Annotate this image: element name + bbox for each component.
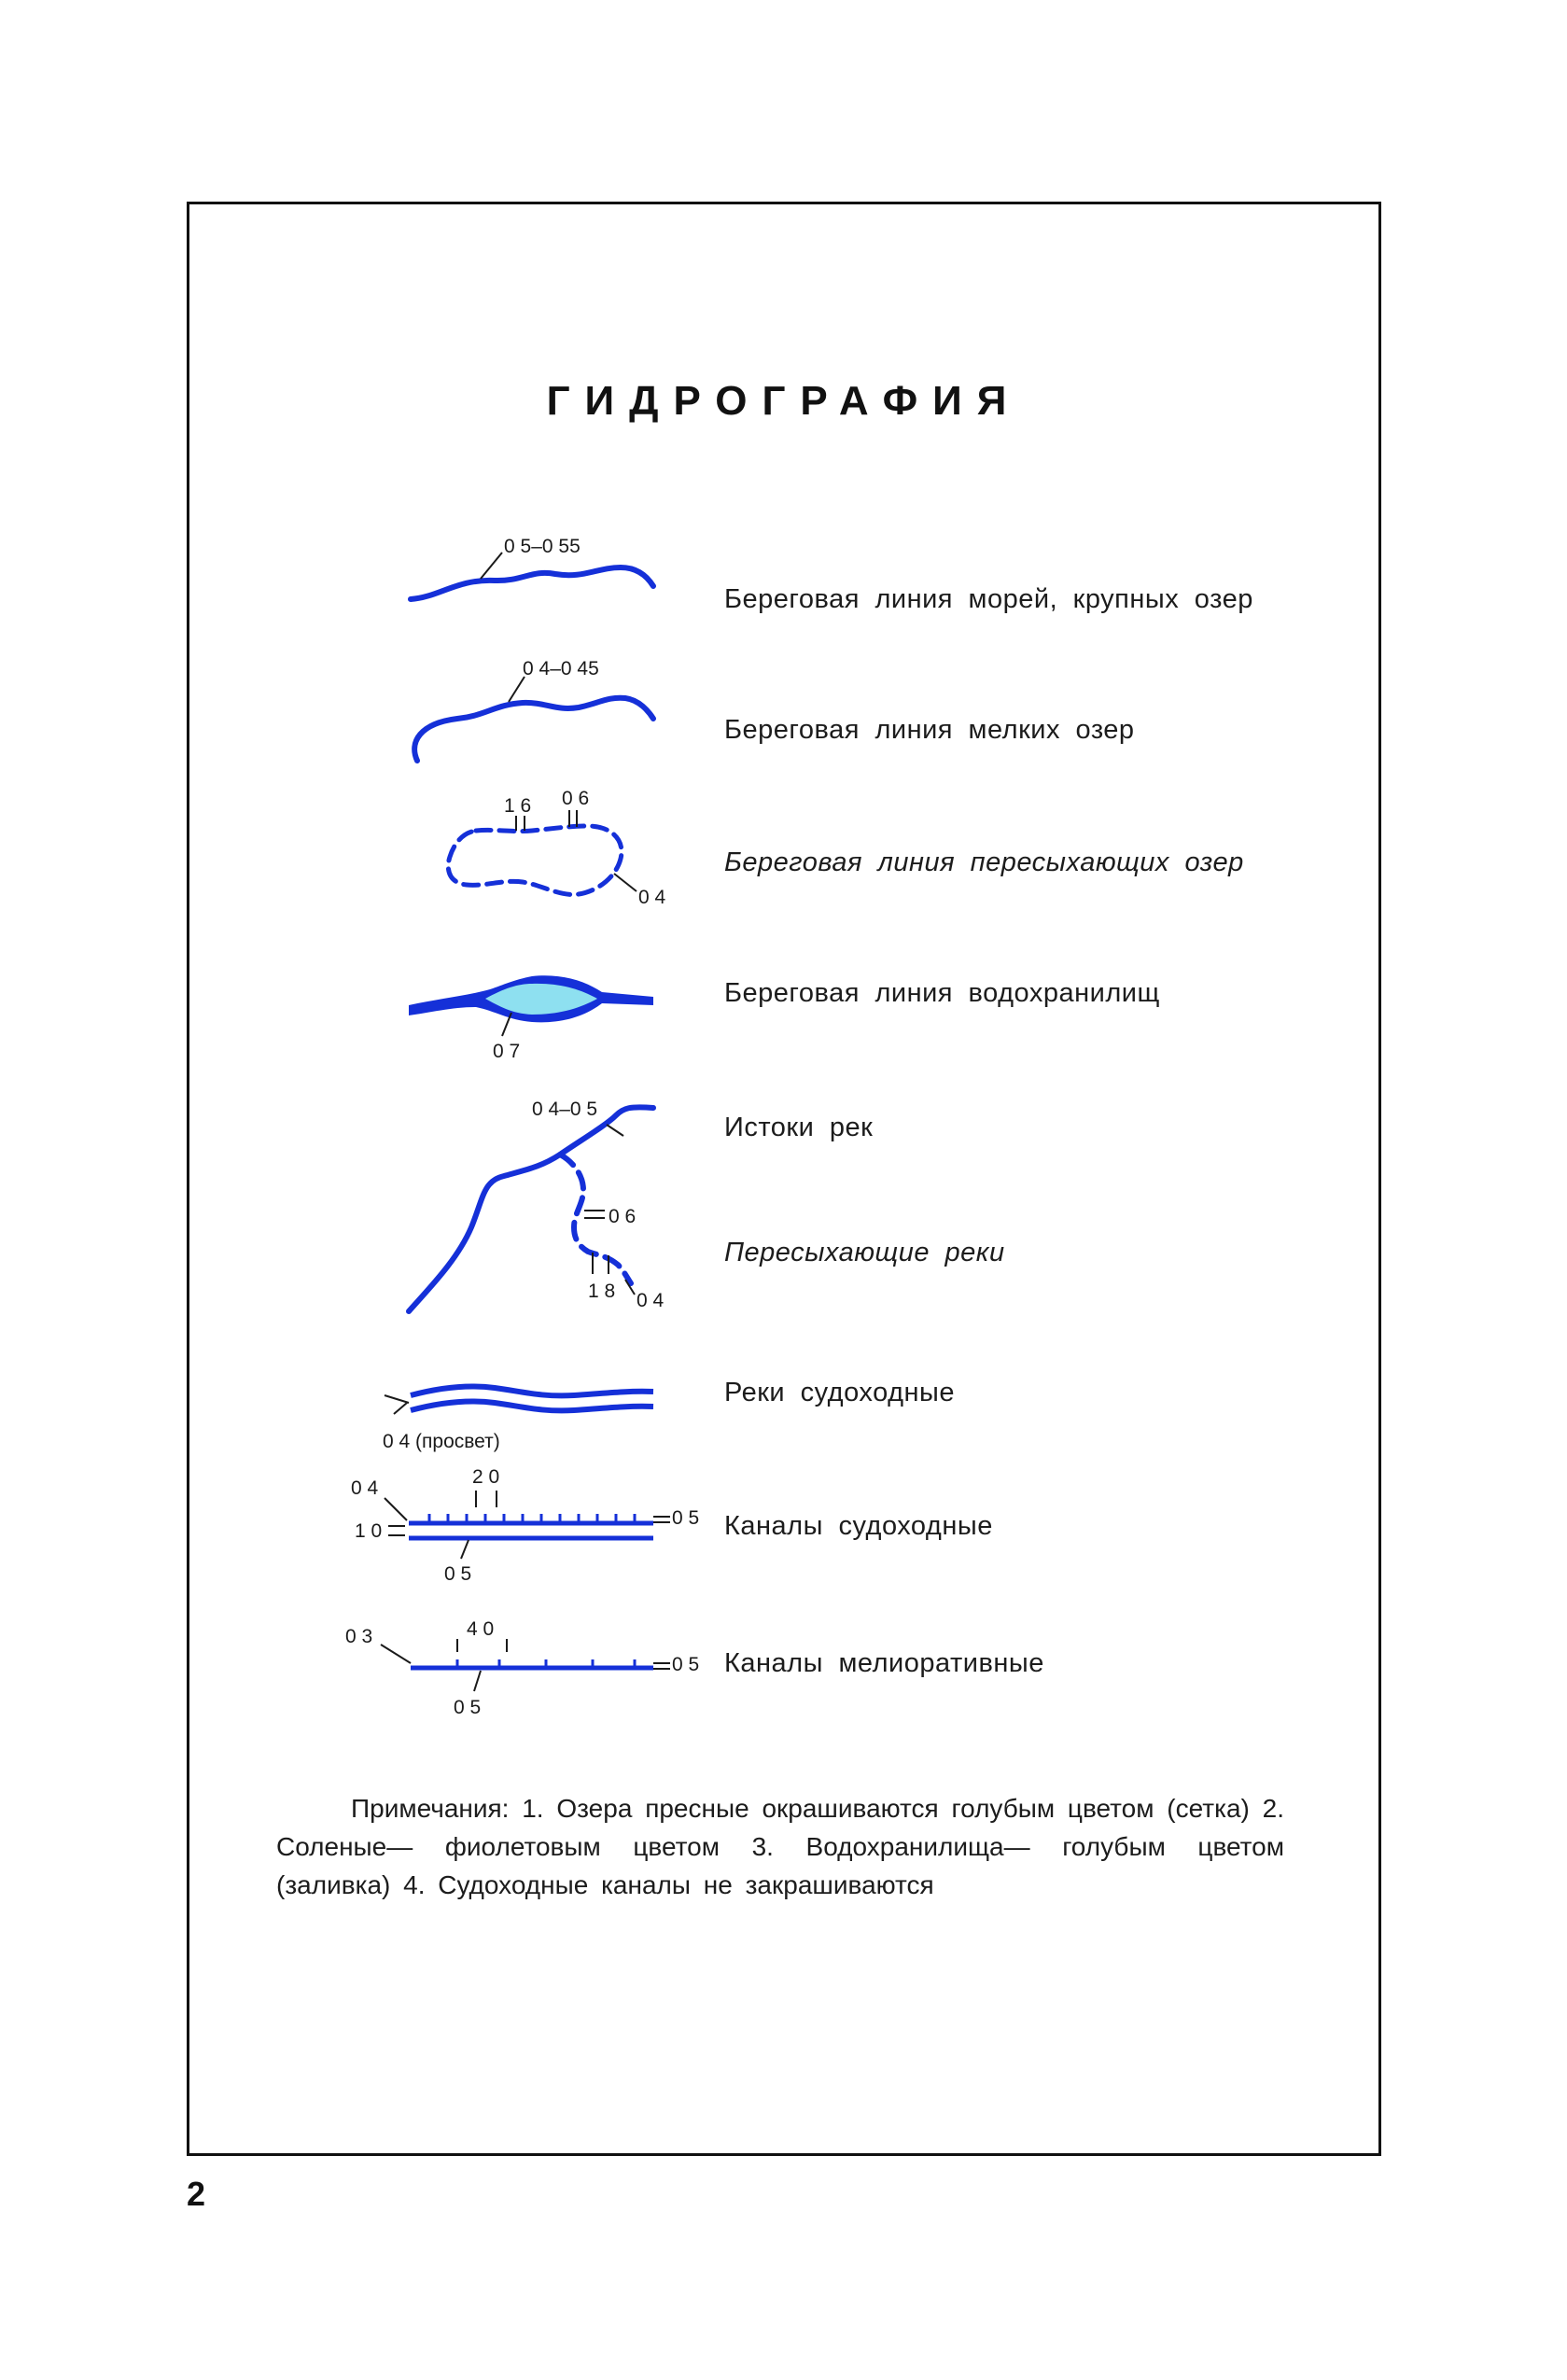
symbol-river-sources-drawing (401, 1087, 681, 1330)
dim-label: 0 5 (672, 1654, 700, 1675)
dim-label: 0 4–0 5 (532, 1099, 598, 1120)
dim-label: 0 5 (454, 1697, 482, 1718)
dim-label: 0 4–0 45 (523, 658, 599, 679)
label-reservoir-coastline: Береговая линия водохранилищ (724, 978, 1160, 1008)
symbol-navigable-canals (345, 1461, 709, 1591)
dim-label: 0 5 (672, 1507, 700, 1529)
label-drying-rivers: Пересыхающие реки (724, 1238, 1005, 1267)
label-navigable-rivers: Реки судоходные (724, 1378, 955, 1407)
dim-label: 0 5–0 55 (504, 536, 581, 557)
page-number: 2 (187, 2175, 206, 2213)
symbol-navigable-rivers (373, 1367, 672, 1461)
symbol-reservoir-coastline (401, 947, 663, 1069)
dim-label: 1 0 (355, 1520, 383, 1542)
dim-label: 0 6 (609, 1206, 637, 1227)
dim-label: 0 6 (562, 788, 590, 809)
page-title: ГИДРОГРАФИЯ (546, 378, 1022, 424)
dim-label: 1 8 (588, 1281, 616, 1302)
notes-text: Примечания: 1. Озера пресные окрашиваются голубым цветом (сетка) 2. Соленые— фиолетовым цветом 3. Водохранилища— голубым цветом (заливка) 4. Судоходные каналы не закрашиваются (276, 1794, 1284, 1899)
label-small-lake-coastline: Береговая линия мелких озер (724, 715, 1135, 745)
label-drying-lake-coastline: Береговая линия пересыхающих озер (724, 847, 1244, 877)
dim-label: 0 4 (637, 1290, 665, 1311)
dim-label: 0 4 (просвет) (383, 1431, 500, 1452)
symbol-sea-coastline (401, 523, 663, 607)
dim-label: 0 4 (638, 887, 666, 908)
dim-label: 1 6 (504, 795, 532, 817)
label-sea-coastline: Береговая линия морей, крупных озер (724, 584, 1253, 614)
dim-label: 2 0 (472, 1466, 500, 1488)
label-river-sources: Истоки рек (724, 1113, 874, 1142)
dim-label: 4 0 (467, 1618, 495, 1640)
label-irrigation-canals: Каналы мелиоративные (724, 1648, 1044, 1678)
dim-label: 0 7 (493, 1041, 521, 1062)
symbol-irrigation-canals (336, 1615, 709, 1736)
dim-label: 0 4 (351, 1477, 379, 1499)
dim-label: 0 5 (444, 1563, 472, 1585)
dim-label: 0 3 (345, 1626, 373, 1647)
symbol-drying-lake-coastline (429, 784, 691, 924)
symbol-small-lake-coastline (401, 644, 663, 765)
label-navigable-canals: Каналы судоходные (724, 1511, 993, 1541)
notes-paragraph (276, 1789, 1284, 1904)
